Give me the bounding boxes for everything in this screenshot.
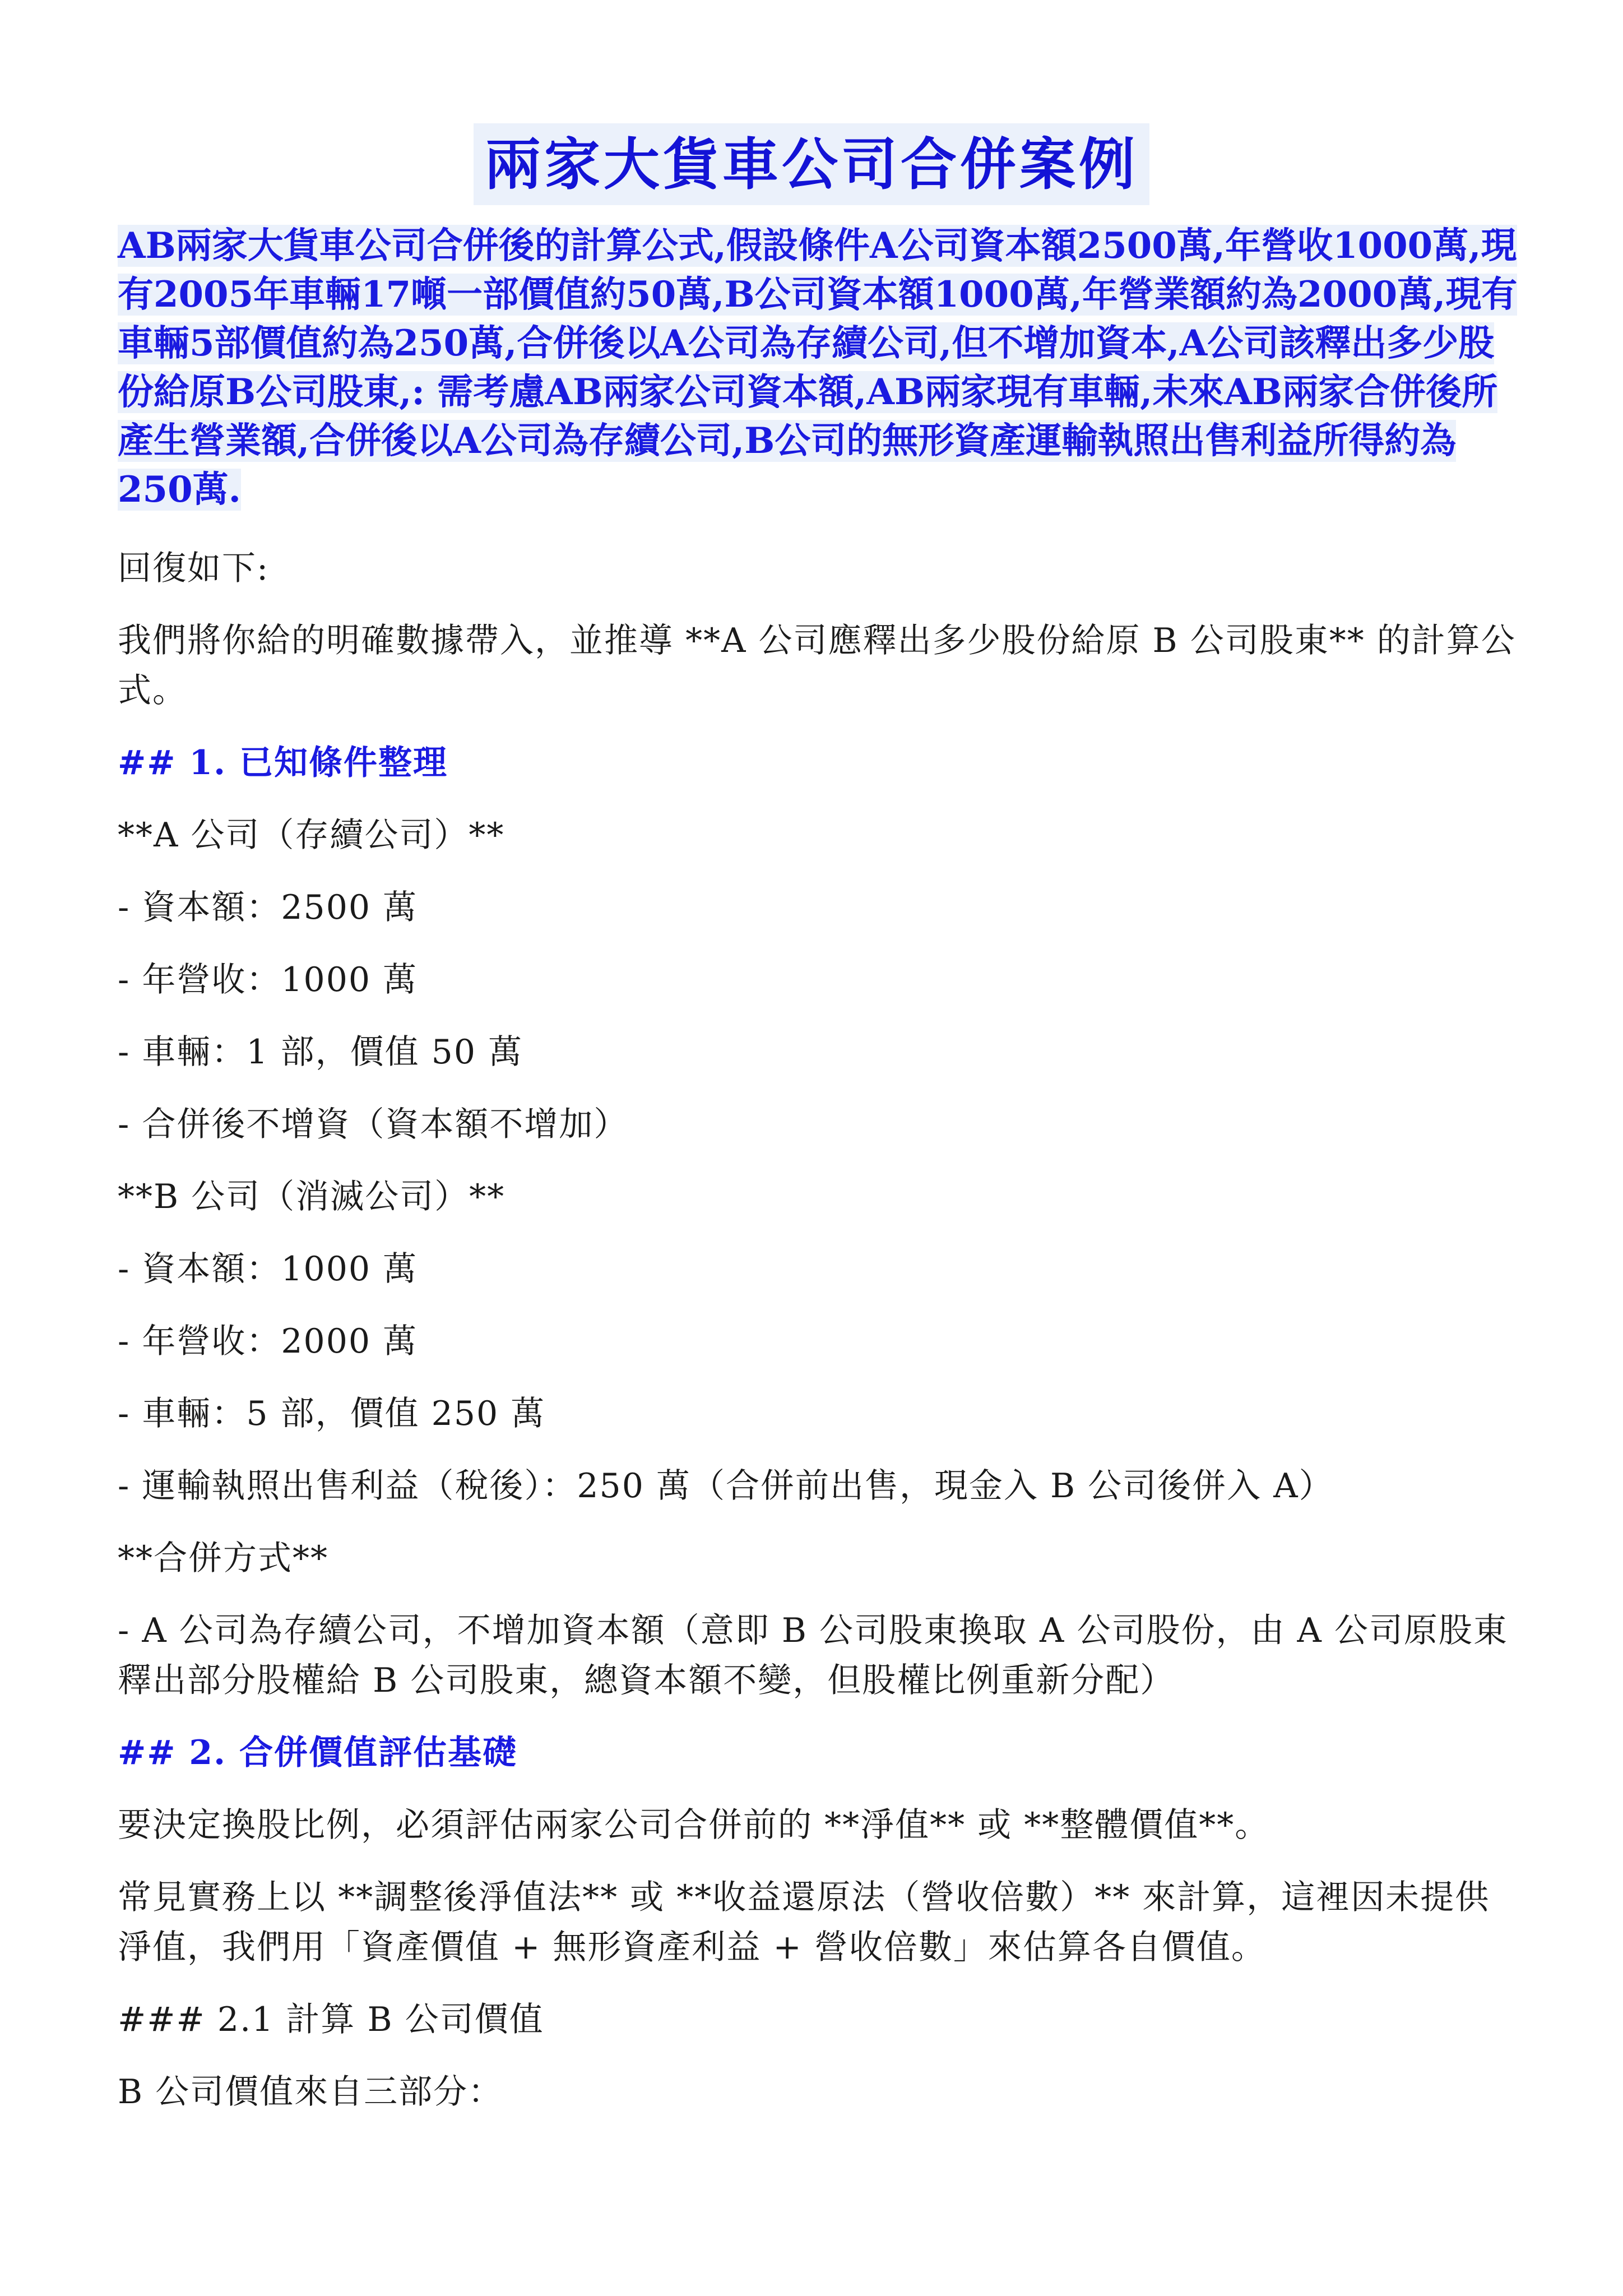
paragraph: 要決定換股比例，必須評估兩家公司合併前的 **淨值** 或 **整體價值**。: [118, 1806, 1270, 1845]
list-item: - 運輸執照出售利益（稅後）：250 萬（合併前出售，現金入 B 公司後併入 A）: [118, 1466, 1334, 1506]
company-a-heading: **A 公司（存續公司）**: [118, 816, 505, 855]
list-item: - 年營收：2000 萬: [118, 1322, 418, 1361]
title-block: [0, 123, 1623, 205]
list-item: - 資本額：2500 萬: [118, 888, 418, 927]
intro-paragraph: [118, 221, 1519, 514]
list-item: - 合併後不增資（資本額不增加）: [118, 1105, 629, 1144]
reply-label: 回復如下:: [118, 549, 270, 588]
document-body: [118, 544, 1519, 2140]
list-item: - A 公司為存續公司，不增加資本額（意即 B 公司股東換取 A 公司股份，由 A 公司原股東釋出部分股權給 B 公司股東，總資本額不變，但股權比例重新分配）: [118, 1611, 1508, 1700]
company-b-heading: **B 公司（消滅公司）**: [118, 1177, 506, 1216]
section-heading-2: ## 2. 合併價值評估基礎: [118, 1733, 517, 1772]
page-title: 兩家大貨車公司合併案例: [474, 123, 1149, 205]
list-item: - 年營收：1000 萬: [118, 960, 418, 999]
list-item: - 資本額：1000 萬: [118, 1249, 418, 1289]
paragraph: B 公司價值來自三部分：: [118, 2072, 503, 2112]
paragraph-intro: 我們將你給的明確數據帶入，並推導 **A 公司應釋出多少股份給原 B 公司股東** 的計算公式。: [118, 621, 1516, 710]
intro-text: AB兩家大貨車公司合併後的計算公式,假設條件A公司資本額2500萬,年營收1000萬,現有2005年車輛17噸一部價值約50萬,B公司資本額1000萬,年營業額約為2000萬,現有車輛5部價值約為250萬,合併後以A公司為存續公司,但不增加資本,A公司該釋出多少股份給原B公司股東,: 需考慮AB兩家公司資本額,AB兩家現有車輛,未來AB兩家合併後所產生營業額,合併後以A公司為存續公司,B公司的無形資產運輸執照出售利益所得約為250萬.: [118, 225, 1518, 511]
section-heading-1: ## 1. 已知條件整理: [118, 743, 448, 783]
list-item: - 車輛：1 部，價值 50 萬: [118, 1033, 523, 1072]
merger-method-heading: **合併方式**: [118, 1539, 328, 1578]
list-item: - 車輛：5 部，價值 250 萬: [118, 1394, 546, 1433]
subsection-heading: ### 2.1 計算 B 公司價值: [118, 2000, 544, 2039]
paragraph: 常見實務上以 **調整後淨值法** 或 **收益還原法（營收倍數）** 來計算，這裡因未提供淨值，我們用「資產價值 + 無形資產利益 + 營收倍數」來估算各自價值。: [118, 1878, 1490, 1967]
